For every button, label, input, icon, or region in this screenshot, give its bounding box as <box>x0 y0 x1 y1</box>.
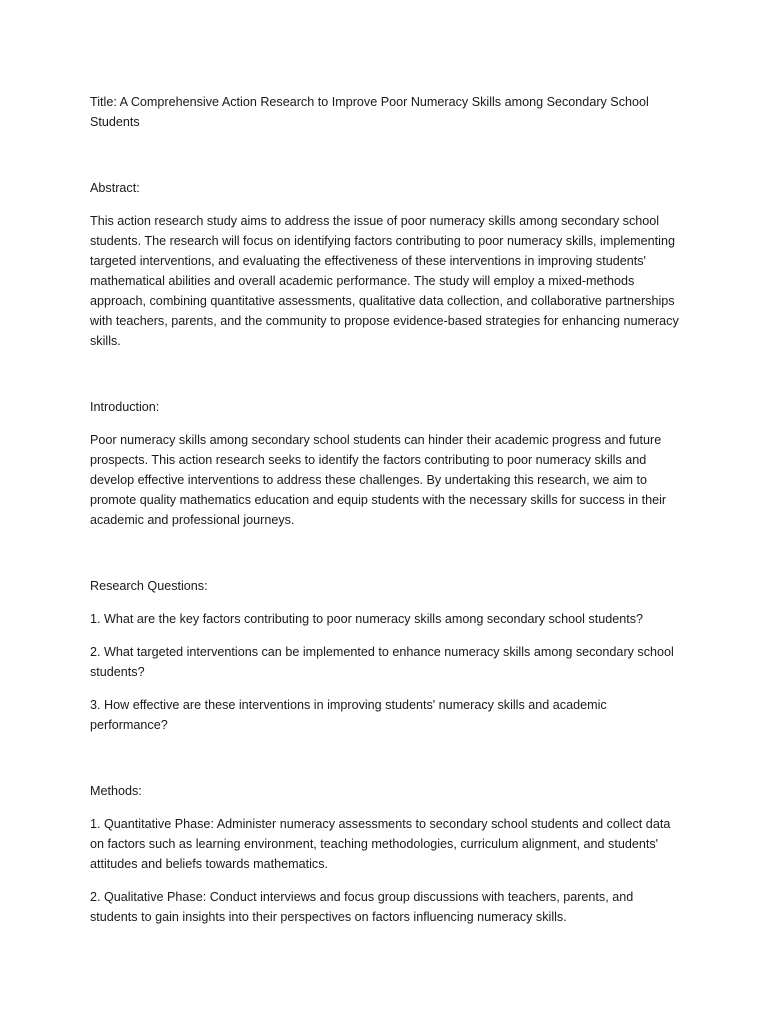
abstract-body: This action research study aims to address the issue of poor numeracy skills among secondary school students. The research will focus on identifying factors contributing to poor numeracy skills, implementing targeted interventions, and evaluating the effectiveness of these interventions in improving students' mathematical abilities and overall academic performance. The study will employ a mixed-methods approach, combining quantitative assessments, qualitative data collection, and collaborative partnerships with teachers, parents, and the community to propose evidence-based strategies for enhancing numeracy skills. <box>90 214 679 348</box>
methods-item: 1. Quantitative Phase: Administer numeracy assessments to secondary school students and collect data on factors such as learning environment, teaching methodologies, curriculum alignment, and students' attitudes and beliefs towards mathematics. <box>90 817 671 871</box>
methods-item: 2. Qualitative Phase: Conduct interviews and focus group discussions with teachers, parents, and students to gain insights into their perspectives on factors influencing numeracy skills. <box>90 890 634 924</box>
research-question-item: 1. What are the key factors contributing to poor numeracy skills among secondary school students? <box>90 612 644 626</box>
research-questions-heading: Research Questions: <box>90 579 208 593</box>
abstract-heading: Abstract: <box>90 181 140 195</box>
research-question-item: 2. What targeted interventions can be implemented to enhance numeracy skills among secondary school students? <box>90 645 674 679</box>
methods-heading: Methods: <box>90 784 142 798</box>
document-title: Title: A Comprehensive Action Research to Improve Poor Numeracy Skills among Secondary School Students <box>90 95 649 129</box>
research-question-item: 3. How effective are these interventions in improving students' numeracy skills and academic performance? <box>90 698 607 732</box>
document-page <box>90 92 680 940</box>
introduction-heading: Introduction: <box>90 400 160 414</box>
introduction-body: Poor numeracy skills among secondary school students can hinder their academic progress and future prospects. This action research seeks to identify the factors contributing to poor numeracy skills and develop effective interventions to address these challenges. By undertaking this research, we aim to promote quality mathematics education and equip students with the necessary skills for success in their academic and professional journeys. <box>90 433 667 527</box>
